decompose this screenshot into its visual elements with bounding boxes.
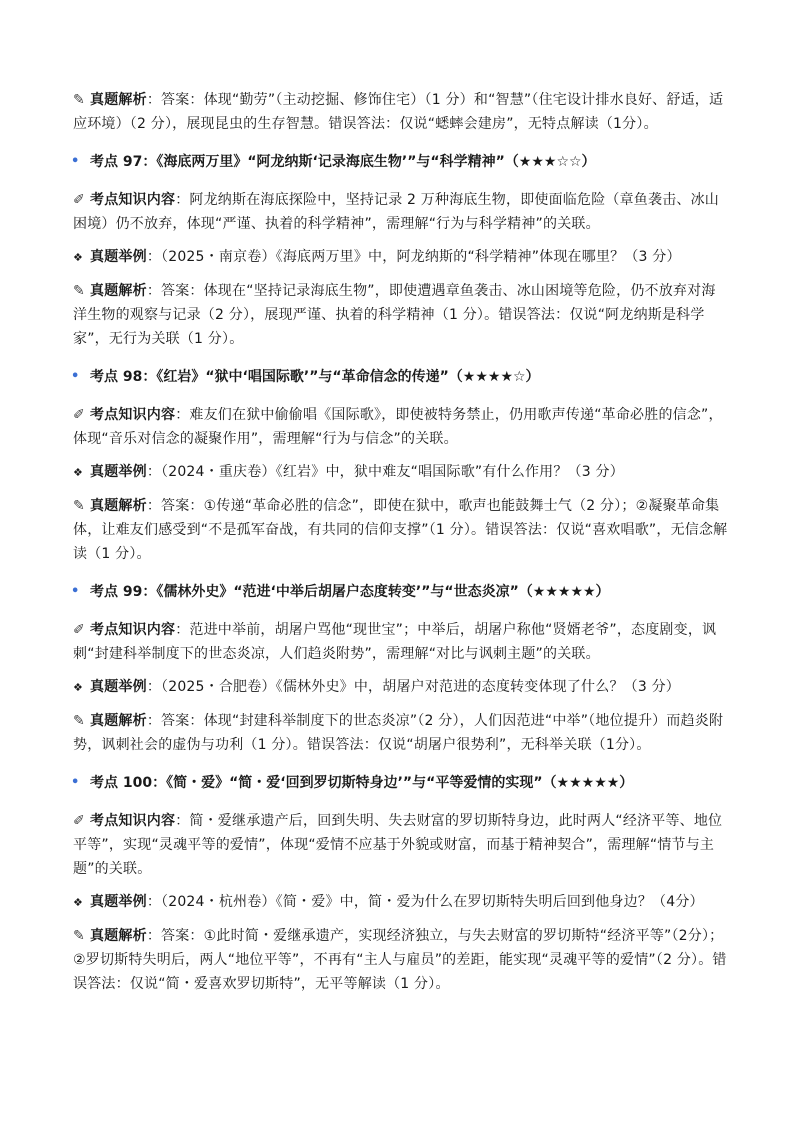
pencil-icon: ✎: [73, 713, 85, 729]
heading-text: 考点 100：《简・爱》“简・爱‘回到罗切斯特身边’”与“平等爱情的实现”（★★★★★）: [90, 775, 634, 791]
knowledge-content: [73, 618, 728, 666]
answer-analysis: [73, 924, 728, 996]
block-label: 真题举例: [90, 464, 147, 480]
block-label: 真题解析: [90, 283, 147, 299]
heading-text: 考点 99：《儒林外史》“范进‘中举后胡屠户态度转变’”与“世态炎凉”（★★★★★）: [90, 584, 610, 600]
block-text: ：（2025・合肥卷）《儒林外史》中，胡屠户对范进的态度转变体现了什么？（3 分）: [146, 679, 680, 695]
exam-point-heading: [73, 580, 728, 604]
edit-pencil-icon: ✐: [73, 192, 85, 208]
block-text: ：难友们在狱中偷偷唱《国际歌》，即使被特务禁止，仍用歌声传递“革命必胜的信念”，体现“音乐对信念的凝聚作用”，需理解“行为与信念”的关联。: [73, 407, 723, 447]
diamond-icon: ❖: [73, 896, 84, 909]
knowledge-content: [73, 188, 728, 236]
knowledge-content: [73, 809, 728, 881]
diamond-icon: ❖: [73, 466, 84, 479]
block-label: 考点知识内容: [90, 407, 176, 423]
exam-example: [73, 460, 728, 485]
bullet-icon: •: [71, 154, 80, 169]
block-label: 真题解析: [90, 713, 147, 729]
block-label: 真题解析: [90, 498, 147, 514]
document-page: [73, 88, 728, 996]
block-label: 考点知识内容: [90, 192, 176, 208]
knowledge-content: [73, 403, 728, 451]
block-text: ：答案：体现“勤劳”（主动挖掘、修饰住宅）（1 分）和“智慧”（住宅设计排水良好、舒适，适应环境）（2 分），展现昆虫的生存智慧。错误答法：仅说“蟋蟀会建房”，无特点解读（1分）。: [73, 92, 724, 132]
block-text: ：答案：①传递“革命必胜的信念”，即使在狱中，歌声也能鼓舞士气（2 分）；②凝聚革命集体，让难友们感受到“不是孤军奋战，有共同的信仰支撑”（1 分）。错误答法：仅说“喜欢唱歌”，无信念解读（1 分）。: [73, 498, 728, 562]
exam-point-heading: [73, 365, 728, 389]
exam-point-heading: [73, 771, 728, 795]
block-label: 真题举例: [90, 894, 147, 910]
answer-analysis: [73, 88, 728, 136]
answer-analysis: [73, 709, 728, 757]
block-text: ：（2024・杭州卷）《简・爱》中，简・爱为什么在罗切斯特失明后回到他身边？（4分）: [146, 894, 704, 910]
bullet-icon: •: [71, 775, 80, 790]
heading-text: 考点 97：《海底两万里》“阿龙纳斯‘记录海底生物’”与“科学精神”（★★★☆☆）: [90, 154, 596, 170]
exam-example: [73, 675, 728, 700]
block-label: 考点知识内容: [90, 622, 176, 638]
answer-analysis: [73, 279, 728, 351]
block-label: 真题解析: [90, 92, 147, 108]
block-text: ：（2024・重庆卷）《红岩》中，狱中难友“唱国际歌”有什么作用？（3 分）: [146, 464, 624, 480]
exam-point-heading: [73, 150, 728, 174]
pencil-icon: ✎: [73, 283, 85, 299]
block-label: 真题举例: [90, 249, 147, 265]
bullet-icon: •: [71, 584, 80, 599]
diamond-icon: ❖: [73, 681, 84, 694]
block-label: 真题举例: [90, 679, 147, 695]
exam-example: [73, 245, 728, 270]
block-text: ：答案：体现“封建科举制度下的世态炎凉”（2 分），人们因范进“中举”（地位提升）而趋炎附势，讽刺社会的虚伪与功利（1 分）。错误答法：仅说“胡屠户很势利”，无科举关联（1分）。: [73, 713, 724, 753]
edit-pencil-icon: ✐: [73, 622, 85, 638]
pencil-icon: ✎: [73, 928, 85, 944]
block-label: 考点知识内容: [90, 813, 176, 829]
block-text: ：答案：体现在“坚持记录海底生物”，即使遭遇章鱼袭击、冰山困境等危险，仍不放弃对海洋生物的观察与记录（2 分），展现严谨、执着的科学精神（1 分）。错误答法：仅说“阿龙纳斯是科学家”，无行为关联（1 分）。: [73, 283, 716, 347]
exam-example: [73, 890, 728, 915]
heading-text: 考点 98：《红岩》“狱中‘唱国际歌’”与“革命信念的传递”（★★★★☆）: [90, 369, 540, 385]
diamond-icon: ❖: [73, 251, 84, 264]
block-text: ：阿龙纳斯在海底探险中，坚持记录 2 万种海底生物，即使面临危险（章鱼袭击、冰山困境）仍不放弃，体现“严谨、执着的科学精神”，需理解“行为与科学精神”的关联。: [73, 192, 720, 232]
pencil-icon: ✎: [73, 92, 85, 108]
block-text: ：（2025・南京卷）《海底两万里》中，阿龙纳斯的“科学精神”体现在哪里？（3 分）: [146, 249, 681, 265]
answer-analysis: [73, 494, 728, 566]
edit-pencil-icon: ✐: [73, 407, 85, 423]
edit-pencil-icon: ✐: [73, 813, 85, 829]
block-text: ：范进中举前，胡屠户骂他“现世宝”；中举后，胡屠户称他“贤婿老爷”，态度剧变，讽刺“封建科举制度下的世态炎凉，人们趋炎附势”，需理解“对比与讽刺主题”的关联。: [73, 622, 717, 662]
bullet-icon: •: [71, 369, 80, 384]
block-text: ：简・爱继承遗产后，回到失明、失去财富的罗切斯特身边，此时两人“经济平等、地位平等”，实现“灵魂平等的爱情”，体现“爱情不应基于外貌或财富，而基于精神契合”，需理解“情节与主题”的关联。: [73, 813, 723, 877]
pencil-icon: ✎: [73, 498, 85, 514]
block-text: ：答案：①此时简・爱继承遗产，实现经济独立，与失去财富的罗切斯特“经济平等”（2分）；②罗切斯特失明后，两人“地位平等”，不再有“主人与雇员”的差距，能实现“灵魂平等的爱情”（2 分）。错误答法：仅说“简・爱喜欢罗切斯特”，无平等解读（1 分）。: [73, 928, 727, 992]
block-label: 真题解析: [90, 928, 147, 944]
